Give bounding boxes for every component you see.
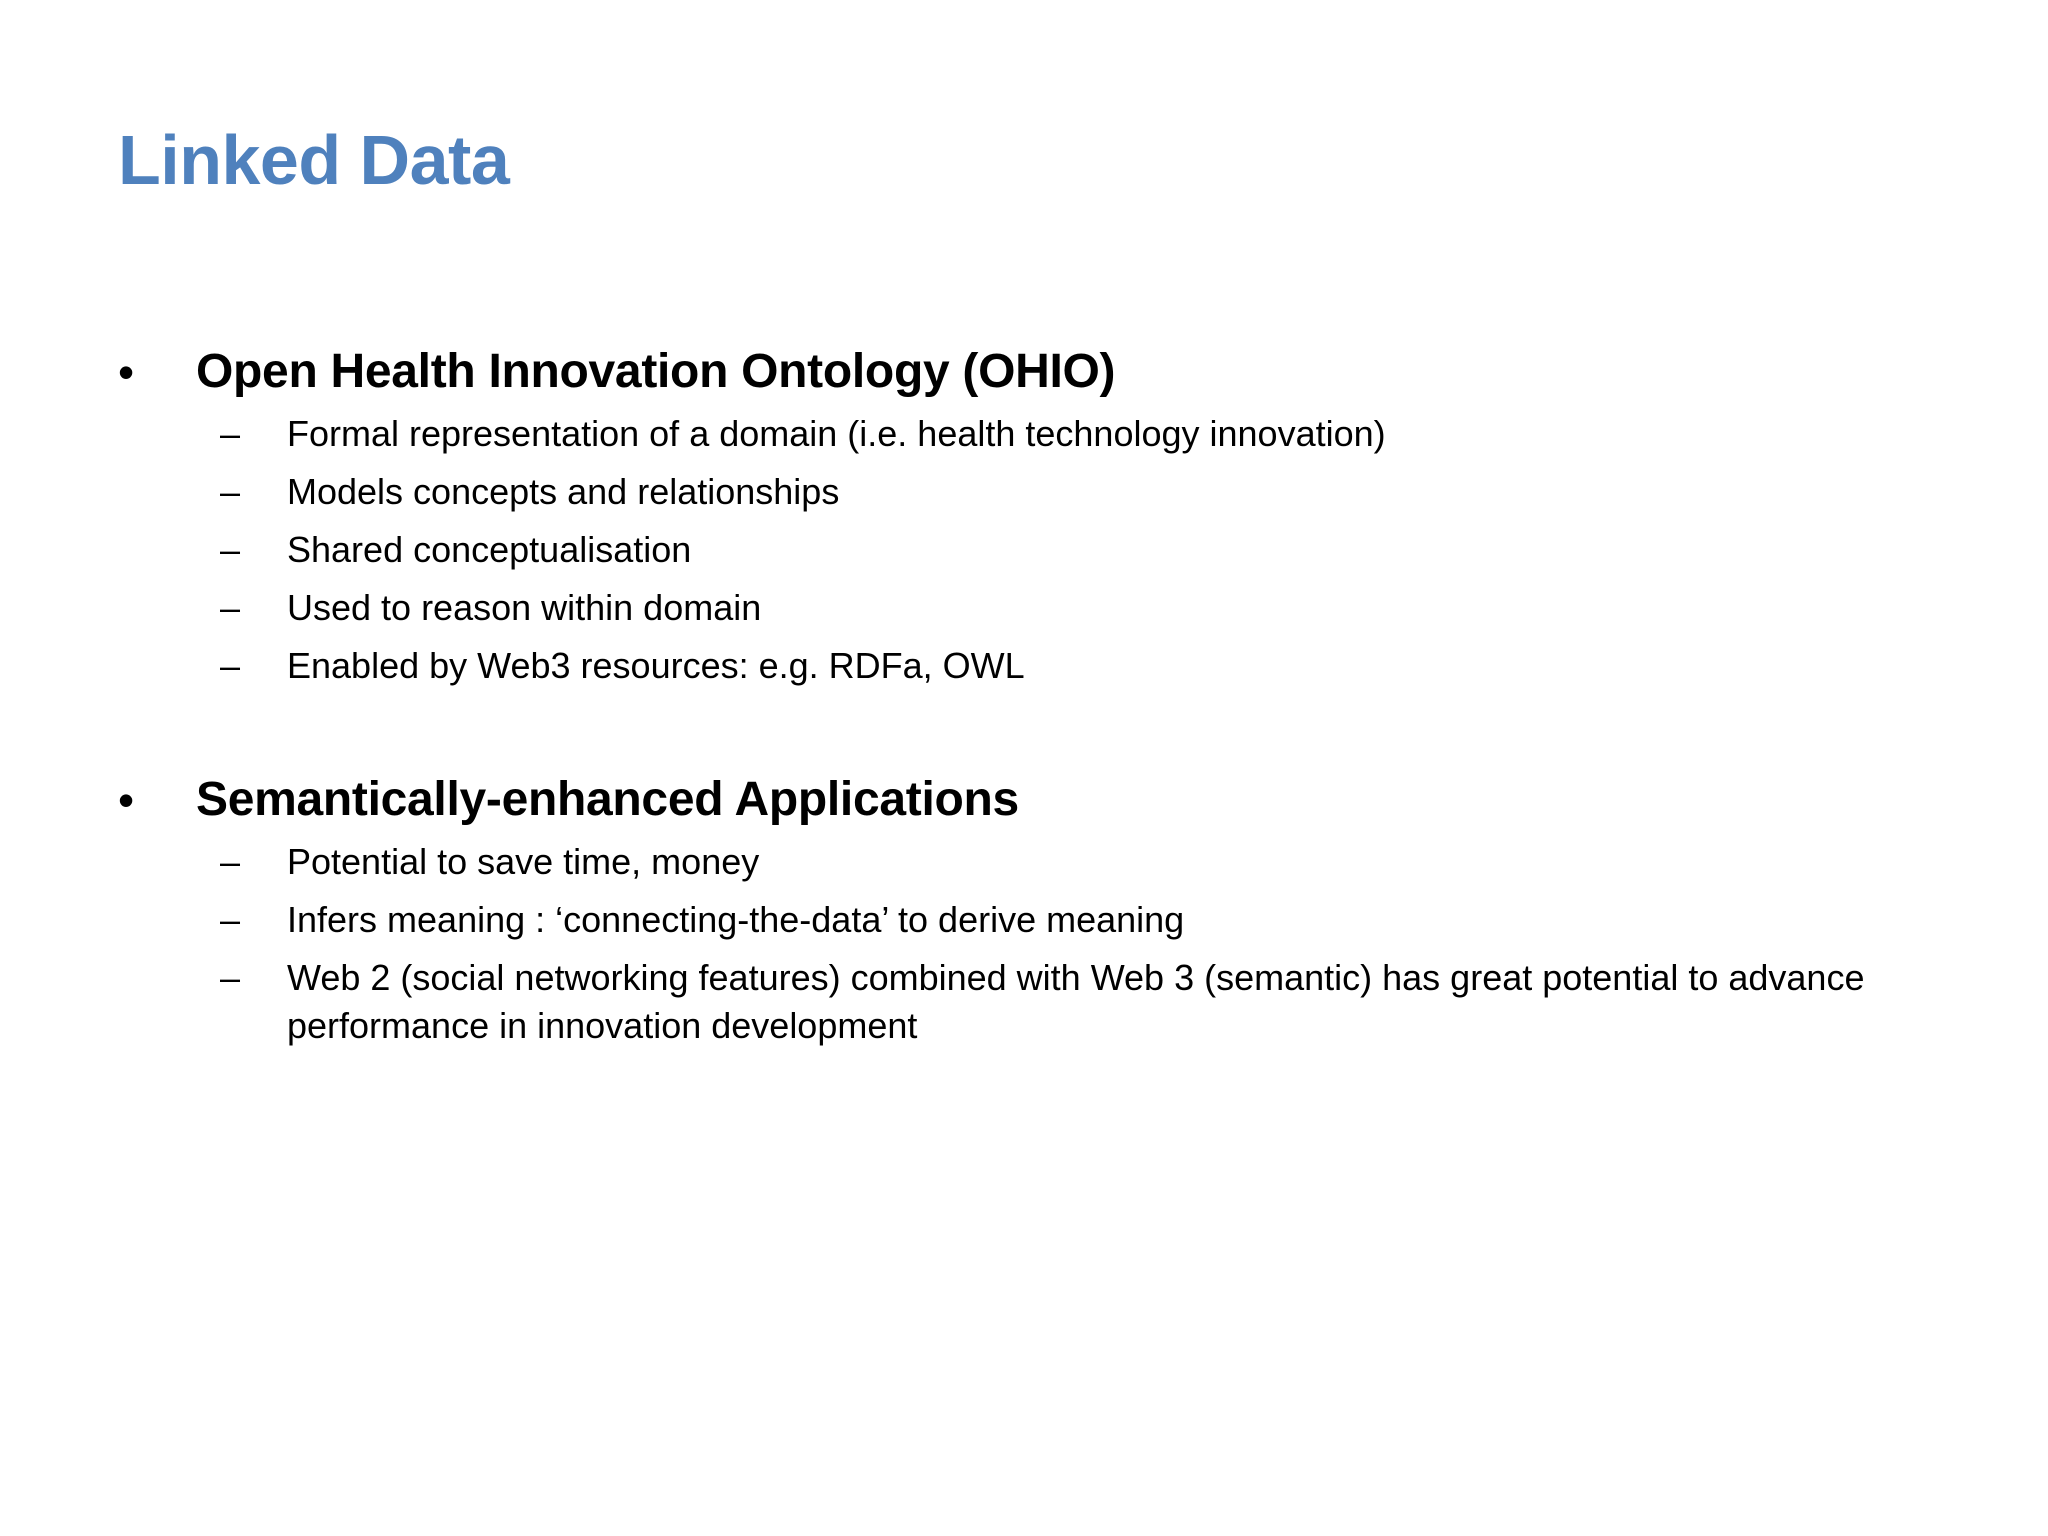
slide-title: Linked Data bbox=[118, 121, 510, 199]
dash-icon: – bbox=[220, 899, 241, 940]
dash-icon: – bbox=[220, 841, 241, 882]
bullet-item bbox=[118, 764, 1948, 836]
dash-icon: – bbox=[220, 645, 241, 686]
sub-item-text: Shared conceptualisation bbox=[287, 529, 692, 570]
dash-icon: – bbox=[220, 529, 241, 570]
sub-item bbox=[220, 584, 1948, 640]
dash-icon: – bbox=[220, 471, 241, 512]
bullet-item bbox=[118, 336, 1948, 408]
sub-item-text: Potential to save time, money bbox=[287, 841, 760, 882]
bullet-icon: • bbox=[118, 774, 135, 826]
sub-item bbox=[220, 896, 1948, 952]
dash-icon: – bbox=[220, 413, 241, 454]
bullet-heading: Semantically-enhanced Applications bbox=[196, 773, 1019, 826]
sub-item bbox=[220, 526, 1948, 582]
sub-item bbox=[220, 642, 1948, 698]
sub-item-text: Formal representation of a domain (i.e. health technology innovation) bbox=[287, 413, 1386, 454]
section-ohio bbox=[118, 336, 1948, 698]
sub-list bbox=[118, 410, 1948, 698]
dash-icon: – bbox=[220, 957, 241, 998]
sub-item-text: Used to reason within domain bbox=[287, 587, 762, 628]
sub-item-text: Models concepts and relationships bbox=[287, 471, 840, 512]
sub-item bbox=[220, 838, 1948, 894]
sub-item bbox=[220, 468, 1948, 524]
sub-list bbox=[118, 838, 1948, 1058]
sub-item-text: Web 2 (social networking features) combined with Web 3 (semantic) has great potential to advance performance in innovation development bbox=[287, 957, 1865, 1046]
bullet-heading: Open Health Innovation Ontology (OHIO) bbox=[196, 345, 1116, 398]
sub-item-text: Infers meaning : ‘connecting-the-data’ to derive meaning bbox=[287, 899, 1185, 940]
slide-content bbox=[118, 336, 1948, 1058]
section-applications bbox=[118, 764, 1948, 1058]
sub-item-text: Enabled by Web3 resources: e.g. RDFa, OWL bbox=[287, 645, 1025, 686]
dash-icon: – bbox=[220, 587, 241, 628]
sub-item bbox=[220, 954, 1948, 1058]
sub-item bbox=[220, 410, 1948, 466]
bullet-icon: • bbox=[118, 346, 135, 398]
